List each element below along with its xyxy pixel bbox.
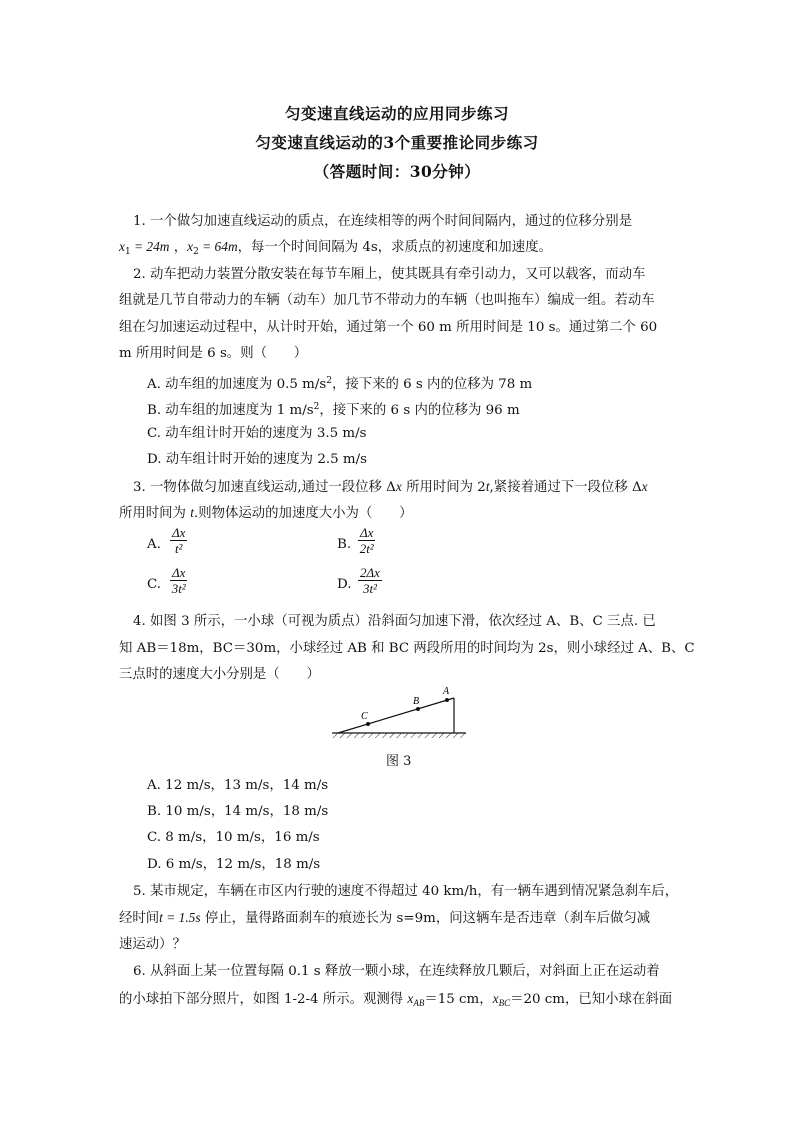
q2-line3: 组在匀加速运动过程中，从计时开始，通过第一个 60 m 所用时间是 10 s。通过第二个 60 [119, 320, 658, 335]
q1-line2 [119, 237, 679, 262]
q3-line1-mid: 所用时间为 2 [401, 480, 486, 495]
q3-option-d-fraction [358, 565, 382, 596]
q5-line2-tail: 停止，量得路面刹车的痕迹长为 s=9m，问这辆车是否违章（刹车后做匀减 [200, 911, 651, 926]
q3-option-c-label: C. [147, 577, 162, 592]
point-a-dot [445, 698, 449, 702]
point-a-label: A [443, 686, 450, 697]
q3-option-a-fraction [170, 525, 187, 556]
q1-x2-sub: 2 [193, 247, 199, 257]
q1-x1-sub: 1 [124, 247, 131, 257]
q2-option-b [147, 397, 520, 421]
q1-x2: x [187, 239, 194, 254]
q3-line2-tail: .则物体运动的加速度大小为（ ） [193, 506, 413, 521]
q2-option-b-sup: 2 [313, 402, 320, 412]
q4-option-a: A. 12 m/s，13 m/s，14 m/s [147, 778, 329, 793]
q2-option-b-tail: ，接下来的 6 s 内的位移为 96 m [319, 403, 520, 418]
q5-line3: 速运动）？ [119, 937, 186, 952]
q3-var-x: x [395, 479, 402, 494]
q3-a-numerator: Δx [172, 525, 186, 540]
q2-option-a-tail: ，接下来的 6 s 内的位移为 78 m [331, 377, 533, 392]
q6-line1: 6. 从斜面上某一位置每隔 0.1 s 释放一颗小球，在连续释放几颗后，对斜面上正在运动着 [133, 964, 660, 979]
q1-x2-value: = 64m [198, 239, 238, 254]
q5-line1: 5. 某市规定，车辆在市区内行驶的速度不得超过 40 km/h，有一辆车遇到情况紧急刹车后， [133, 884, 679, 899]
point-c-label: C [361, 711, 368, 722]
q6-x-bc-sub: BC [498, 998, 511, 1008]
q6-x-ab-value: ＝15 cm， [424, 992, 493, 1007]
q2-line2: 组就是几节自带动力的车辆（动车）加几节不带动力的车辆（也叫拖车）编成一组。若动车 [119, 293, 655, 308]
answer-time: （答题时间：30分钟） [313, 162, 481, 181]
q3-line1-tail: ,紧接着通过下一段位移 Δ [489, 480, 642, 495]
point-b-dot [416, 707, 420, 711]
page-title: 匀变速直线运动的应用同步练习 [284, 104, 509, 123]
q4-option-b: B. 10 m/s，14 m/s，18 m/s [147, 804, 329, 819]
q2-option-c: C. 动车组计时开始的速度为 3.5 m/s [147, 426, 367, 441]
q4-option-d: D. 6 m/s，12 m/s，18 m/s [147, 857, 321, 872]
q3-line2 [119, 503, 679, 524]
q1-x1-value: = 24m [130, 239, 170, 254]
q1-tail: ，每一个时间间隔为 4s，求质点的初速度和加速度。 [237, 240, 552, 255]
incline-surface [338, 698, 454, 733]
q1-x1: x [119, 239, 125, 254]
q6-x-bc: x [492, 991, 499, 1006]
q6-x-ab-sub: AB [413, 998, 425, 1008]
q4-line3: 三点时的速度大小分别是（ ） [119, 667, 320, 682]
q6-line2-text: 的小球拍下部分照片，如图 1-2-4 所示。观测得 [119, 992, 408, 1007]
q5-line2 [119, 908, 679, 929]
q5-time-expression: t = 1.5s [159, 910, 201, 925]
q4-line2: 知 AB＝18m，BC＝30m，小球经过 AB 和 BC 两段所用的时间均为 2s，则小球经过 A、B、C [119, 641, 695, 656]
q3-option-b-label: B. [337, 537, 352, 552]
q6-x-ab: x [407, 991, 414, 1006]
q6-line2 [119, 989, 679, 1013]
q1-line1: 1. 一个做匀加速直线运动的质点，在连续相等的两个时间间隔内，通过的位移分别是 [133, 214, 633, 229]
point-b-label: B [413, 696, 420, 707]
q2-option-a-sup: 2 [326, 376, 332, 386]
q4-option-c: C. 8 m/s，10 m/s，16 m/s [147, 830, 320, 845]
q2-option-b-text: B. 动车组的加速度为 1 m/s [147, 403, 314, 418]
q6-x-bc-value: ＝20 cm，已知小球在斜面 [510, 992, 673, 1007]
q3-c-denominator: 3t² [171, 581, 186, 596]
q3-line2-text: 所用时间为 [119, 506, 191, 521]
q3-c-numerator: Δx [172, 565, 186, 580]
point-c-dot [366, 722, 370, 726]
q3-line1 [133, 477, 693, 498]
q3-option-b-fraction [358, 525, 375, 556]
ground-hatch [332, 733, 466, 738]
q3-var-x2: x [641, 479, 648, 494]
figure-caption: 图 3 [386, 754, 412, 769]
q1-separator: ， [169, 240, 188, 255]
q3-option-c-fraction [170, 565, 187, 596]
q2-line1: 2. 动车把动力装置分散安装在每节车厢上，使其既具有牵引动力，又可以载客，而动车 [133, 267, 646, 282]
q2-line4: m 所用时间是 6 s。则（ ） [119, 346, 308, 361]
q3-b-numerator: Δx [360, 525, 374, 540]
q2-option-a-text: A. 动车组的加速度为 0.5 m/s [147, 377, 327, 392]
q2-option-a [147, 371, 532, 395]
q3-b-denominator: 2t² [359, 541, 374, 556]
q3-d-numerator: 2Δx [360, 565, 380, 580]
q4-line1: 4. 如图 3 所示，一小球（可视为质点）沿斜面匀加速下滑，依次经过 A、B、C 三点. 已 [133, 614, 656, 629]
q3-var-t: t [485, 479, 490, 494]
q3-line2-var-t: t [190, 505, 194, 520]
incline-figure [330, 684, 470, 740]
q5-line2-text: 经时间 [119, 911, 160, 926]
q3-a-denominator: t² [174, 541, 183, 556]
page-subtitle: 匀变速直线运动的3个重要推论同步练习 [255, 133, 539, 152]
q3-option-a-label: A. [147, 537, 161, 552]
q3-d-denominator: 3t² [362, 581, 377, 596]
q3-option-d-label: D. [337, 577, 352, 592]
q3-line1-text: 3. 一物体做匀加速直线运动,通过一段位移 Δ [133, 480, 396, 495]
q2-option-d: D. 动车组计时开始的速度为 2.5 m/s [147, 452, 367, 467]
